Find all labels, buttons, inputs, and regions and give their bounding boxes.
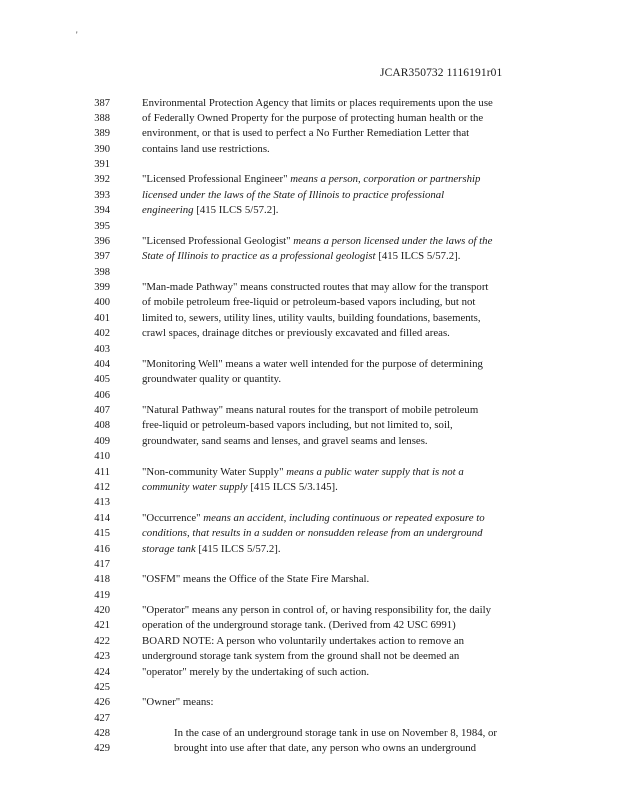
line-number: 427 [94,712,110,724]
line-text [142,603,491,618]
line-number: 392 [94,174,110,186]
line-text-plain: "Man-made Pathway" means constructed routes that may allow for the transport [142,281,489,294]
line-text [142,234,492,249]
line-number: 423 [94,651,110,663]
line-text-plain: "Operator" means any person in control of, or having responsibility for, the daily [142,604,492,617]
line-number: 396 [94,235,110,247]
line-number: 425 [94,681,110,693]
line-number: 406 [94,389,110,401]
line-number: 404 [94,358,110,370]
line-number: 388 [94,112,110,124]
line-text-plain: "OSFM" means the Office of the State Fire Marshal. [142,573,370,586]
line-text [142,188,444,203]
line-text [142,649,459,664]
line-text-italic: conditions, that results in a sudden or nonsudden release from an underground [142,527,483,540]
line-text-plain: of mobile petroleum free-liquid or petroleum-based vapors including, but not [142,296,476,309]
line-text [142,311,481,326]
line-number: 397 [94,251,110,263]
line-number: 394 [94,205,110,217]
line-text-plain: crawl spaces, drainage ditches or previously excavated and filled areas. [142,327,450,340]
line-number: 428 [94,728,110,740]
line-text-plain: "Monitoring Well" means a water well intended for the purpose of determining [142,357,483,370]
line-text [142,542,281,557]
line-text-italic: means a person licensed under the laws of the [293,234,493,247]
line-text [142,326,450,341]
line-text-plain: free-liquid or petroleum-based vapors including, but not limited to, soil, [142,419,453,432]
line-text [142,142,270,157]
line-text [142,665,369,680]
line-text [142,480,338,495]
line-number: 402 [94,328,110,340]
line-number: 405 [94,374,110,386]
line-number: 387 [94,97,110,109]
line-text-plain: brought into use after that date, any person who owns an underground [174,742,477,755]
line-text-plain: groundwater quality or quantity. [142,373,282,386]
line-number: 413 [94,497,110,509]
line-text [142,96,493,111]
line-text [142,111,483,126]
line-text [142,418,453,433]
line-text-plain: "operator" merely by the undertaking of such action. [142,665,370,678]
line-number: 412 [94,482,110,493]
line-text-italic: means an accident, including continuous or repeated exposure to [203,511,485,524]
line-number: 408 [94,420,110,432]
line-number: 414 [94,512,110,524]
line-text-citation: [415 ILCS 5/57.2]. [193,204,279,217]
line-text-plain: BOARD NOTE: A person who voluntarily undertakes action to remove an [142,634,465,647]
line-text-plain: "Licensed Professional Geologist" [142,234,294,247]
line-text-plain: Environmental Protection Agency that limits or places requirements upon the use [142,96,493,109]
line-text [142,280,488,295]
line-text [142,372,281,387]
line-text-plain: operation of the underground storage tank. (Derived from 42 USC 6991) [142,619,456,632]
line-text [142,511,485,526]
line-text-plain: In the case of an underground storage tank in use on November 8, 1984, or [174,727,498,740]
line-number: 421 [94,620,110,632]
line-number: 420 [94,605,110,617]
line-text-plain: "Owner" means: [142,696,214,709]
line-number: 400 [94,297,110,309]
line-text-citation: [415 ILCS 5/3.145]. [247,481,338,493]
line-number: 401 [94,312,110,324]
line-text-plain: "Non-community Water Supply" [142,465,287,478]
line-text [142,695,213,710]
line-text-plain: "Licensed Professional Engineer" [142,173,291,186]
line-number: 391 [94,159,110,171]
line-text-plain: underground storage tank system from the ground shall not be deemed an [142,650,460,663]
line-number: 403 [94,343,110,355]
line-text [174,741,476,756]
line-number: 399 [94,282,110,294]
line-text-citation: [415 ILCS 5/57.2]. [375,250,461,263]
line-number: 415 [94,528,110,540]
line-text [142,572,369,587]
line-text-plain: groundwater, sand seams and lenses, and gravel seams and lenses. [142,434,428,447]
line-number: 389 [94,128,110,140]
line-number: 390 [94,143,110,155]
line-text [142,465,464,480]
line-text [142,203,278,218]
line-text-plain: "Occurrence" [142,511,204,524]
line-text [142,172,480,187]
line-number: 395 [94,220,110,232]
line-text-plain: contains land use restrictions. [142,142,270,155]
line-number: 410 [94,451,110,463]
line-text-plain: "Natural Pathway" means natural routes for the transport of mobile petroleum [142,404,479,417]
line-text-italic: licensed under the laws of the State of Illinois to practice professional [142,188,445,201]
corner-mark: ' [76,30,78,40]
line-text-italic: means a public water supply that is not a [286,465,464,478]
line-text [142,634,464,649]
line-text [142,126,469,141]
line-text-italic: means a person, corporation or partnership [290,173,481,186]
line-number: 417 [94,558,110,570]
line-text [142,434,428,449]
line-number: 416 [94,543,110,555]
line-number: 422 [94,635,110,647]
line-text [142,249,460,264]
line-number: 398 [94,266,110,278]
line-text [142,618,456,633]
line-text [142,357,483,372]
document-header-code: JCAR350732 1116191r01 [380,67,503,79]
line-number: 424 [94,666,110,678]
line-text [142,526,483,541]
line-text-italic: storage tank [142,542,196,555]
line-text-citation: [415 ILCS 5/57.2]. [195,542,281,555]
line-text [142,403,478,418]
line-number: 407 [94,405,110,417]
line-number: 426 [94,697,110,709]
line-number: 409 [94,435,110,447]
line-number: 429 [94,743,110,755]
line-text-plain: of Federally Owned Property for the purpose of protecting human health or the [142,111,484,124]
line-text [174,726,497,741]
line-text-plain: environment, or that is used to perfect a No Further Remediation Letter that [142,127,470,140]
line-text-italic: State of Illinois to practice as a professional geologist [142,250,376,263]
line-number: 419 [94,589,110,601]
line-number: 393 [94,189,110,201]
line-text-plain: limited to, sewers, utility lines, utility vaults, building foundations, basements, [142,311,481,324]
line-text-italic: engineering [142,204,194,217]
line-number: 411 [94,466,110,478]
line-text-italic: community water supply [142,481,248,493]
line-text [142,295,475,310]
line-number: 418 [94,574,110,586]
